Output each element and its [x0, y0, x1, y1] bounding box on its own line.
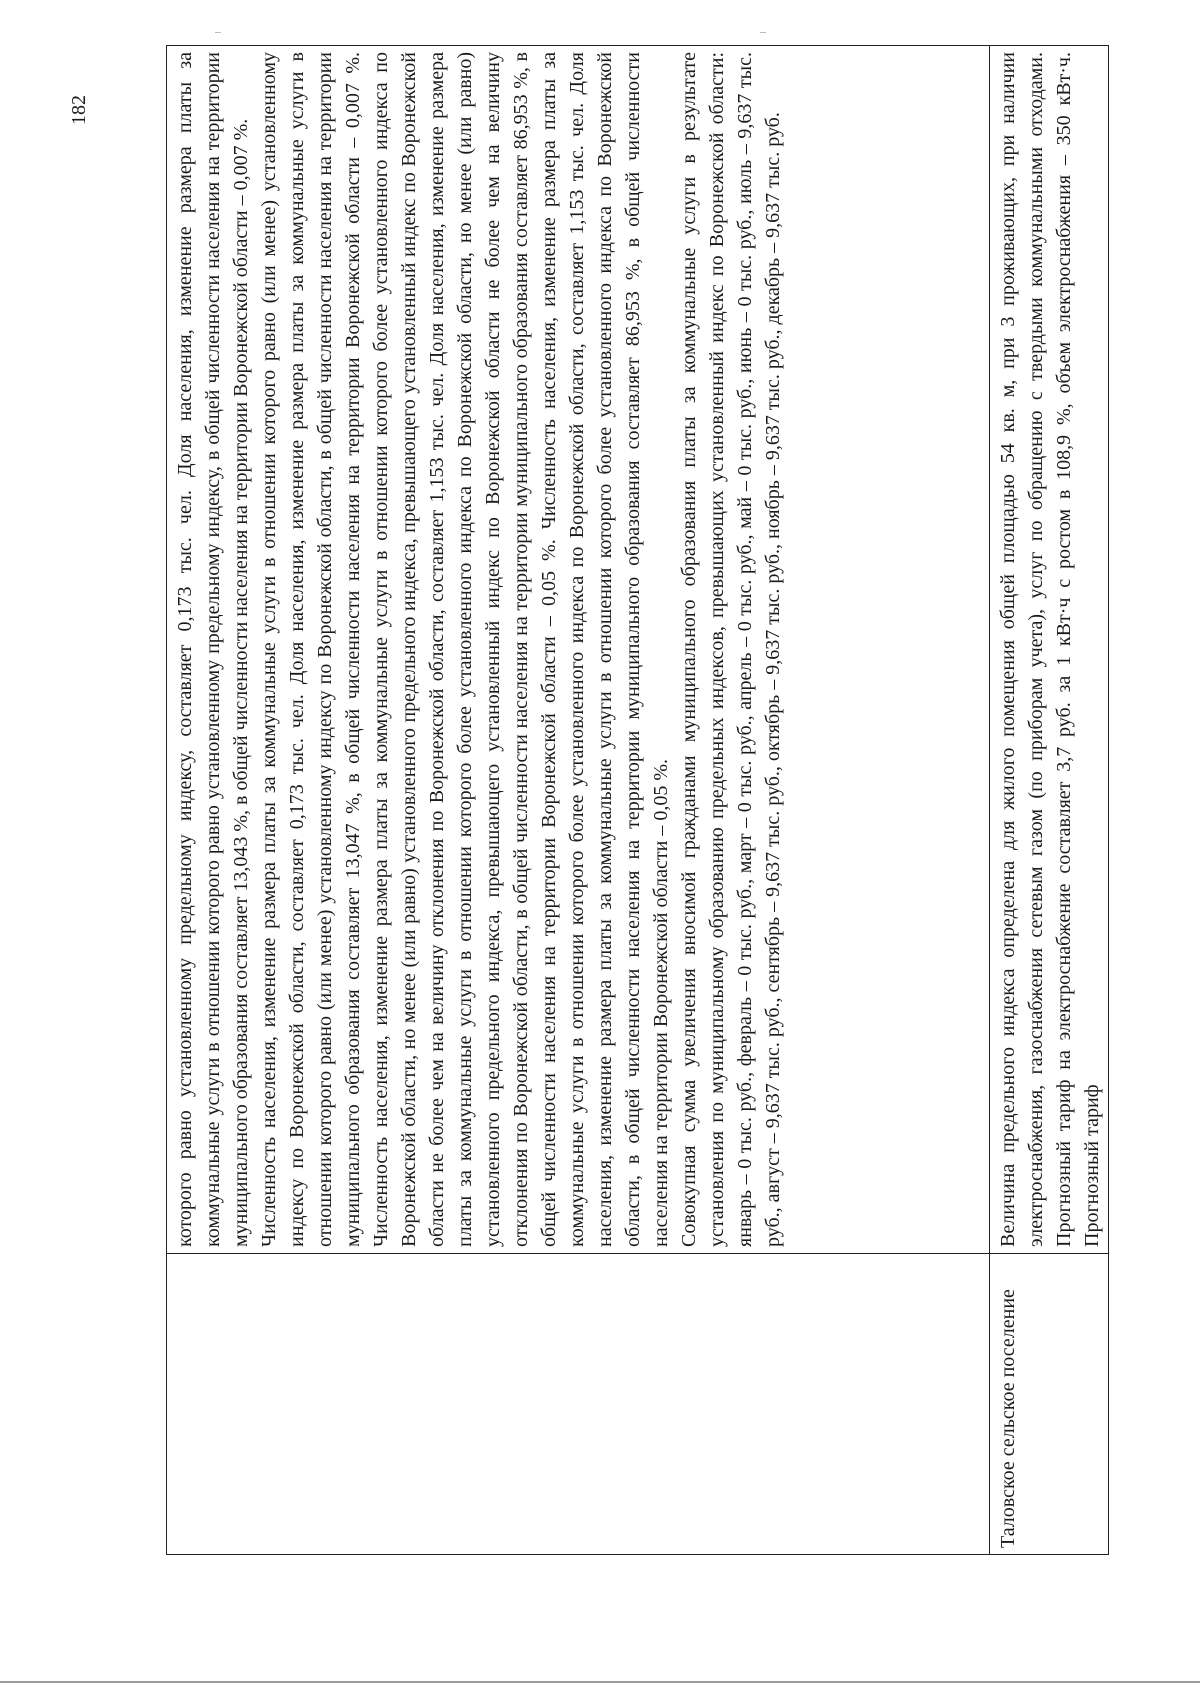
document-table: [166, 45, 1109, 1555]
table-row: [167, 46, 990, 1555]
page-number: 182: [68, 95, 90, 125]
paragraph: Совокупная сумма увеличения вносимой гражданами муниципального образования платы за коммунальные услуги в результате установления по муниципальному образованию предельных индексов, превышающих установленный индекс по Воронежской области: январь – 0 тыс. руб., февраль – 0 тыс. руб., март – 0 тыс. руб., апрель – 0 тыс. руб., май – 0 тыс. руб., июнь – 0 тыс. руб., июль – 9,637 тыс. руб., август – 9,637 тыс. руб., сентябрь – 9,637 тыс. руб., октябрь – 9,637 тыс. руб., ноябрь – 9,637 тыс. руб., декабрь – 9,637 тыс. руб.: [678, 52, 784, 1247]
table-row: [990, 46, 1109, 1555]
paragraph: Величина предельного индекса определена для жилого помещения общей площадью 54 кв. м, при 3 проживающих, при наличии электроснабжения, газоснабжения сетевым газом (по приборам учета), услуг по обращению с твердыми коммунальными отходами. Прогнозный тариф на электроснабжение составляет 3,7 руб. за 1 кВт·ч с ростом в 108,9 %, объем электроснабжения – 350 кВт·ч. Прогнозный тариф: [997, 52, 1103, 1247]
paragraph: Численность населения, изменение размера платы за коммунальные услуги в отношении которого равно (или менее) установленному индексу по Воронежской области, составляет 0,173 тыс. чел. Доля населения, изменение размера платы за коммунальные услуги в отношении которого равно (или менее) установленному индексу по Воронежской области, в общей численности населения на территории муниципального образования составляет 13,047 %, в общей численности населения на территории Воронежской области – 0,007 %. Численность населения, изменение размера платы за коммунальные услуги в отношении которого более установленного индекса по Воронежской области, но менее (или равно) установленного предельного индекса, превышающего установленный индекс по Воронежской области не более чем на величину отклонения по Воронежской области, составляет 1,153 тыс. чел. Доля населения, изменение размера платы за коммунальные услуги в отношении которого более установленного индекса по Воронежской области, но менее (или равно) установленного предельного индекса, превышающего установленный индекс по Воронежской области не более чем на величину отклонения по Воронежской области, в общей численности населения на территории муниципального образования составляет 86,953 %, в общей численности населения на территории Воронежской области – 0,05 %. Численность населения, изменение размера платы за коммунальные услуги в отношении которого более установленного индекса по Воронежской области, составляет 1,153 тыс. чел. Доля населения, изменение размера платы за коммунальные услуги в отношении которого более установленного индекса по Воронежской области, в общей численности населения на территории муниципального образования составляет 86,953 %, в общей численности населения на территории Воронежской области – 0,05 %.: [258, 52, 672, 1247]
description-cell: [167, 46, 990, 1254]
municipality-name-cell: Таловское сельское поселение: [990, 1254, 1109, 1555]
paragraph: которого равно установленному предельному индексу, составляет 0,173 тыс. чел. Доля населения, изменение размера платы за коммунальные услуги в отношении которого равно установленному предельному индексу, в общей численности населения на территории муниципального образования составляет 13,043 %, в общей численности населения на территории Воронежской области – 0,007 %.: [174, 52, 252, 1247]
description-cell: [990, 46, 1109, 1254]
municipality-name-cell: [167, 1254, 990, 1555]
